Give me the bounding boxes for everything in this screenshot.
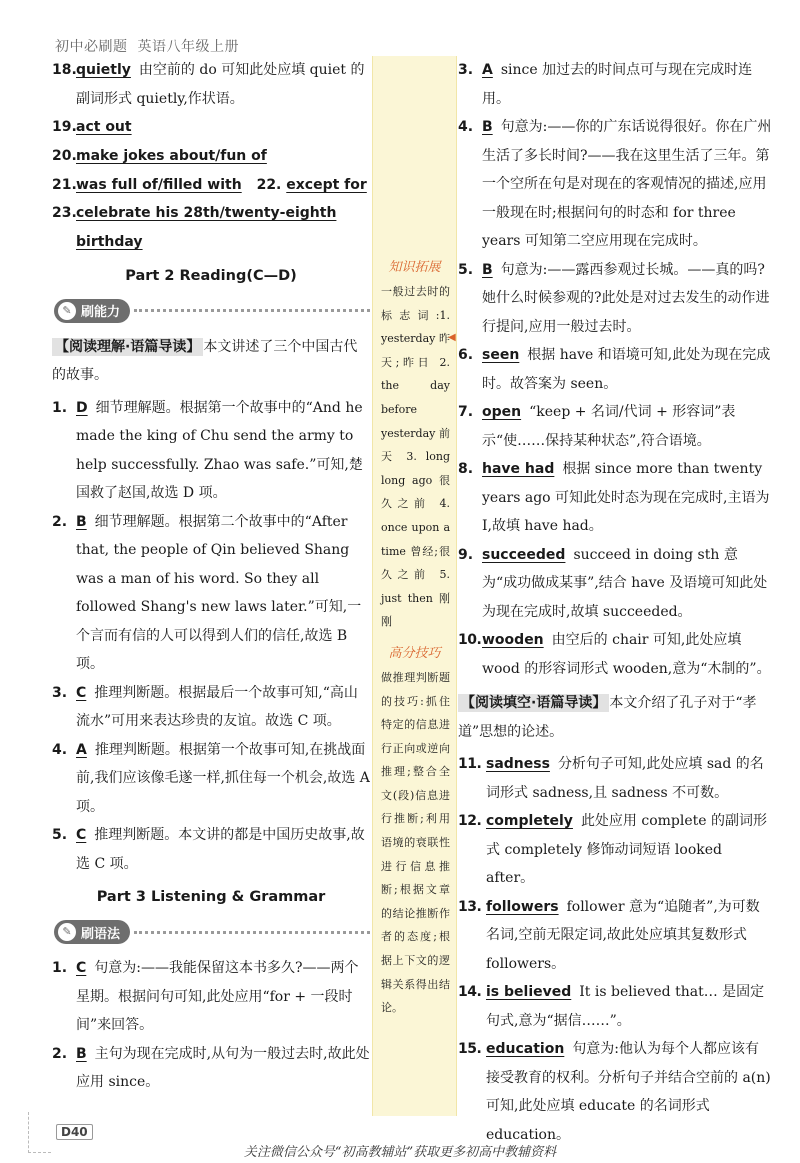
answer-item: 2. B 主句为现在完成时,从句为一般过去时,故此处应用 since。 [52, 1045, 370, 1091]
answer-key: is believed [486, 984, 572, 1000]
answer-item: 2. B 细节理解题。根据第二个故事中的“After that, the people of Qin believed Shang was a man of his word. So they all followed Shang's new laws later.”可知,一个言而有信的人可以得到人们的信任,故选 B 项。 [52, 513, 362, 673]
answer-item: 9. succeeded succeed in doing sth 意为“成功做成某事”,结合 have 及语境可知此处为现在完成时,故填 succeeded。 [458, 546, 768, 620]
answer-item: 3. A since 加过去的时间点可与现在完成时连用。 [458, 62, 753, 107]
page-number: D40 [56, 1124, 93, 1140]
answer-key: open [482, 404, 522, 420]
answer-item: 6. seen 根据 have 和语境可知,此处为现在完成时。故答案为 seen。 [458, 347, 771, 392]
footer-note: 关注微信公众号“初高教辅站”获取更多初高中教辅资料 [243, 1145, 557, 1160]
answer-key: B [76, 1045, 87, 1062]
answer-item: 11. sadness 分析句子可知,此处应填 sad 的名词形式 sadness,且 sadness 不可数。 [458, 756, 764, 801]
answer-key: C [76, 684, 87, 701]
answer-key: C [76, 960, 87, 977]
right-column [458, 56, 772, 1149]
section-title-part3: Part 3 Listening & Grammar [96, 889, 326, 906]
answer-key: wooden [482, 632, 544, 648]
answer-item: 23. celebrate his 28th/twenty-eighth birthday [52, 205, 337, 251]
answer-key: was full of/filled with [76, 176, 242, 193]
tag-banner-ability: ✎ 刷能力 [54, 297, 370, 325]
dotted-divider [134, 309, 370, 312]
answer-key: B [482, 261, 493, 278]
knowledge-sidebar [372, 56, 457, 1116]
answer-key: have had [482, 461, 555, 477]
answer-item: 8. have had 根据 since more than twenty years ago 可知此处时态为现在完成时,主语为 I,故填 have had。 [458, 461, 770, 534]
answer-key: C [76, 827, 87, 844]
answer-key: B [482, 119, 493, 135]
answer-item: 10. wooden 由空后的 chair 可知,此处应填 wood 的形容词形式 wooden,意为“木制的”。 [458, 632, 771, 677]
answer-key: act out [76, 119, 132, 135]
answer-key: celebrate his 28th/twenty-eighth birthday [76, 205, 337, 251]
cloze-guide: 【阅读填空·语篇导读】 本文介绍了孔子对于“孝道”思想的论述。 [458, 695, 757, 740]
answer-item: 20. make jokes about/fun of [52, 147, 267, 164]
answer-item: 4. A 推理判断题。根据第一个故事可知,在挑战面前,我们应该像毛遂一样,抓住每一个机会,故选 A 项。 [52, 741, 370, 815]
answer-item: 19. act out [52, 119, 132, 135]
reading-guide: 【阅读理解·语篇导读】 本文讲述了三个中国古代的故事。 [52, 338, 358, 384]
answer-key: make jokes about/fun of [76, 147, 267, 164]
answer-item: 7. open “keep + 名词/代词 + 形容词”表示“使……保持某种状态”,符合语境。 [458, 404, 736, 449]
sidebar-heading-knowledge: 知识拓展 [388, 260, 441, 275]
answer-key: B [76, 513, 87, 530]
answer-item: 1. D 细节理解题。根据第一个故事中的“And he made the king of Chu send the army to help successfully. Zhao was safe.”可知,楚国救了赵国,故选 D 项。 [52, 399, 363, 502]
subject-title: 英语八年级上册 [137, 39, 239, 55]
pencil-icon: ✎ [58, 302, 76, 320]
answer-key: seen [482, 347, 520, 363]
answer-key: quietly [76, 62, 131, 78]
answer-item: 5. C 推理判断题。本文讲的都是中国历史故事,故选 C 项。 [52, 827, 365, 872]
pointer-arrow-icon: ◀ [448, 332, 456, 343]
answer-item: 21. was full of/filled with 22. except for [52, 176, 367, 193]
answer-key: succeeded [482, 546, 566, 563]
answer-key: A [76, 741, 87, 758]
answer-item: 5. B 句意为:——露西参观过长城。——真的吗?她什么时候参观的?此处是对过去发生的动作进行提问,应用一般过去时。 [458, 261, 770, 335]
answer-key: except for [286, 176, 367, 193]
answer-item: 18. quietly 由空前的 do 可知此处应填 quiet 的副词形式 quietly,作状语。 [52, 62, 365, 107]
answer-item: 12. completely 此处应用 complete 的副词形式 completely 修饰动词短语 looked after。 [458, 813, 768, 886]
answer-key: followers [486, 898, 559, 915]
answer-key: A [482, 62, 493, 78]
answer-key: D [76, 399, 88, 416]
answer-key: sadness [486, 756, 550, 772]
answer-key: education [486, 1041, 565, 1057]
tag-banner-grammar: ✎ 刷语法 [54, 918, 370, 946]
answer-item: 3. C 推理判断题。根据最后一个故事可知,“高山流水”可用来表达珍贵的友谊。故选 C 项。 [52, 684, 358, 730]
section-title-part2: Part 2 Reading(C—D) [125, 267, 297, 284]
sidebar-text-knowledge: 一般过去时的标志词:1. yesterday 昨天;昨日 2. the day before yesterday 前天 3. long long ago 很久之前 4. once upon a time 曾经;很久之前 5. just then 刚刚 [381, 285, 450, 629]
answer-item: 4. B 句意为:——你的广东话说得很好。你在广州生活了多长时间?——我在这里生活了三年。第一个空所在句是对现在的客观情况的描述,应用一般现在时;根据问句的时态和 for three years 可知第二空应用现在完成时。 [458, 119, 772, 249]
running-header [55, 36, 239, 56]
dotted-divider [134, 931, 370, 934]
sidebar-heading-tips: 高分技巧 [388, 645, 441, 661]
answer-key: completely [486, 813, 573, 829]
left-column [52, 56, 370, 1097]
answer-item: 14. is believed It is believed that… 是固定句式,意为“据信……”。 [458, 984, 765, 1029]
answer-item: 1. C 句意为:——我能保留这本书多久?——两个星期。根据问句可知,此处应用“for + 一段时间”来回答。 [52, 960, 359, 1034]
answer-item: 15. education 句意为:他认为每个人都应该有接受教育的权利。分析句子并结合空前的 a(n) 可知,此处应填 educate 的名词形式 education。 [458, 1041, 771, 1143]
explanation: 由空前的 do 可知此处应填 quiet 的副词形式 quietly,作状语。 [76, 62, 365, 107]
pencil-icon: ✎ [58, 923, 76, 941]
answer-item: 13. followers follower 意为“追随者”,为可数名词,空前无限定词,故此处应填其复数形式 followers。 [458, 898, 760, 972]
sidebar-text-tips: 做推理判断题的技巧:抓住特定的信息进行正向或逆向推理;整合全文(段)信息进行推断;利用语境的衰联性进行信息推断;根据文章的结论推断作者的态度;根据上下文的逻辑关系得出结论。 [381, 670, 450, 1015]
book-title: 初中必刷题 [55, 39, 128, 55]
